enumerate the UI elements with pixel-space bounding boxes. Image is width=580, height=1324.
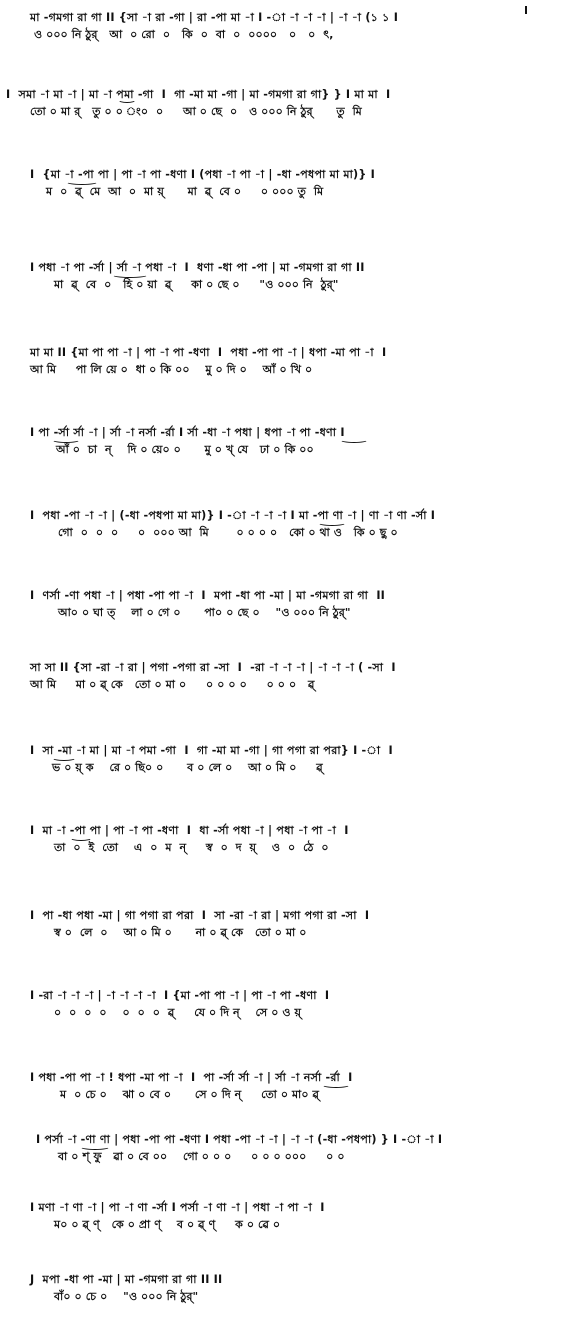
slur-mark — [118, 97, 136, 103]
slur-mark — [52, 437, 80, 443]
notation-line: I পধা -া পা -র্সা | র্সা -া পধা -া I ধণা -ধা পা -পা | মা -গমগা রা গা II — [30, 261, 365, 274]
lyric-line: ম০ ০ ৱ্ ণ্ কে ০ প্রা ণ্ ব ০ ৱ্ ণ্ ক ০ ৱে ০ — [54, 1218, 281, 1231]
notation-line: I ণর্সা -ণা পধা -া | পধা -পা পা -া I মপা -ধা পা -মা | মা -গমগা রা গা II — [30, 589, 386, 602]
slur-mark — [322, 1082, 350, 1088]
notation-line: I সা -মা -া মা | মা -া পমা -গা I গা -মা মা -গা | গা পগা রা পরা} I -া I — [30, 744, 393, 757]
lyric-line: তো ০ মা র্ তু ০ ০ ং০ ০ আ ০ ছে ০ ও ০০০ নি ঠুর্ তু মি — [30, 105, 362, 118]
notation-line: I সমা -া মা -া | মা -া পমা -গা I গা -মা মা -গা | মা -গমগা রা গা} } I মা মা I — [6, 88, 391, 101]
notation-line: মা মা II {মা পা পা -া | পা -া পা -ধণা I পধা -পা পা -া | ধপা -মা পা -া I — [30, 346, 387, 359]
lyric-line: আ০ ০ ঘা ত্ লা ০ গে ০ পা০ ০ ছে ০ "ও ০০০ নি ঠুর্" — [58, 606, 351, 619]
lyric-line: ও ০০০ নি ঠুর্ আ ০ রো ০ কি ০ বা ০ ০০০০ ০ ০ ৎ, — [34, 28, 334, 41]
lyric-line: মা ৱ্ বে ০ হি ০ য়া ৱ্ কা ০ ছে ০ "ও ০০০ নি ঠুর্" — [54, 278, 339, 291]
notation-line: মা -গমগা রা গা II {সা -া রা -গা | রা -পা মা -া I -া -া -া -া | -া -া (১ ১ I — [30, 11, 399, 24]
notation-line: I মা -া -পা পা | পা -া পা -ধণা I ধা -র্সা পধা -া | পধা -া পা -া I — [30, 824, 349, 837]
notation-line: J মপা -ধা পা -মা | মা -গমগা রা গা II II — [30, 1273, 223, 1286]
lyric-line: ম ০ ৱ্ মে আ ০ মা য়্ মা ৱ্ বে ০ ০ ০০০ তু মি — [46, 185, 324, 198]
sheet-mark — [525, 6, 527, 14]
lyric-line: তা ০ ই তো এ ০ ম ন্ স্ব ০ দ য়্ ও ০ ঠে ০ — [54, 841, 329, 854]
lyric-line: আ মি পা লি য়ে ০ ধা ০ কি ০০ মু ০ দি ০ আঁ ০ খি ০ — [30, 363, 313, 376]
lyric-line: আঁ ০ চা ন্ দি ০ য়ে০ ০ মু ০ খ্ যে ঢা ০ কি ০০ — [56, 443, 314, 456]
notation-line: I পধা -পা -া -া | (-ধা -পধপা মা মা)} I -া -া -া -া I মা -পা ণা -া | ণা -া ণা -র্সা I — [30, 509, 436, 522]
slur-mark — [70, 835, 92, 841]
lyric-line: ম ০ চে ০ ঝা ০ বে ০ সে ০ দি ন্ তো ০ মা০ ৱ্ — [60, 1088, 320, 1101]
slur-mark — [66, 179, 98, 185]
lyric-line: ০ ০ ০ ০ ০ ০ ০ ৱ্ যে ০ দি ন্ সে ০ ও য়্ — [54, 1006, 302, 1019]
lyric-line: স্ব ০ লে ০ আ ০ মি ০ না ০ ৱ্ কে তো ০ মা ০ — [54, 926, 307, 939]
slur-mark — [52, 755, 76, 761]
notation-line: I পধা -পা পা -া ! ধপা -মা পা -া I পা -র্সা র্সা -া | র্সা -া নর্সা -র্রা I — [30, 1071, 353, 1084]
lyric-line: ভ ০ য়্ ক রে ০ ছি০ ০ ব ০ লে ০ আ ০ মি ০ ৱ্ — [52, 761, 323, 774]
lyric-line: বা ০ শ্ ফু ৱা ০ বে ০০ গো ০ ০ ০ ০ ০ ০ ০০০ ০ ০ — [58, 1150, 345, 1163]
lyric-line: গো ০ ০ ০ ০ ০০০ আ মি ০ ০ ০ ০ কো ০ থা ও কি ০ ছু ০ — [58, 526, 398, 539]
notation-line: I -রা -া -া -া | -া -া -া -া I {মা -পা পা -া | পা -া পা -ধণা I — [30, 989, 330, 1002]
notation-line: I পা -ধা পধা -মা | গা পগা রা পরা I সা -রা -া রা | মগা পগা রা -সা I — [30, 909, 370, 922]
notation-line: সা সা II {সা -রা -া রা | পগা -পগা রা -সা I -রা -া -া -া | -া -া -া ( -সা I — [30, 661, 396, 674]
slur-mark — [340, 437, 368, 443]
notation-line: I মণা -া ণা -া | পা -া ণা -র্সা I পর্সা -া ণা -া | পধা -া পা -া I — [30, 1201, 325, 1214]
slur-mark — [318, 520, 346, 526]
notation-line: I পা -র্সা র্সা -া | র্সা -া নর্সা -র্রা I র্সা -ধা -া পধা | ধপা -া পা -ধণা I — [30, 426, 345, 439]
lyric-line: আ মি মা ০ ৱ্ কে তো ০ মা ০ ০ ০ ০ ০ ০ ০ ০ ৱ্ — [30, 678, 315, 691]
notation-line: I পর্সা -া -ণা ণা | পধা -পা পা -ধণা I পধা -পা -া -া | -া -া (-ধা -পধপা) } I -া -া I — [36, 1133, 443, 1146]
slur-mark — [112, 272, 148, 278]
slur-mark — [80, 1144, 110, 1150]
lyric-line: বাঁ০ ০ চে ০ "ও ০০০ নি ঠুর্" — [54, 1290, 199, 1303]
notation-line: I {মা -া -পা পা | পা -া পা -ধণা I (পধা -া পা -া | -ধা -পধপা মা মা)} I — [30, 168, 375, 181]
